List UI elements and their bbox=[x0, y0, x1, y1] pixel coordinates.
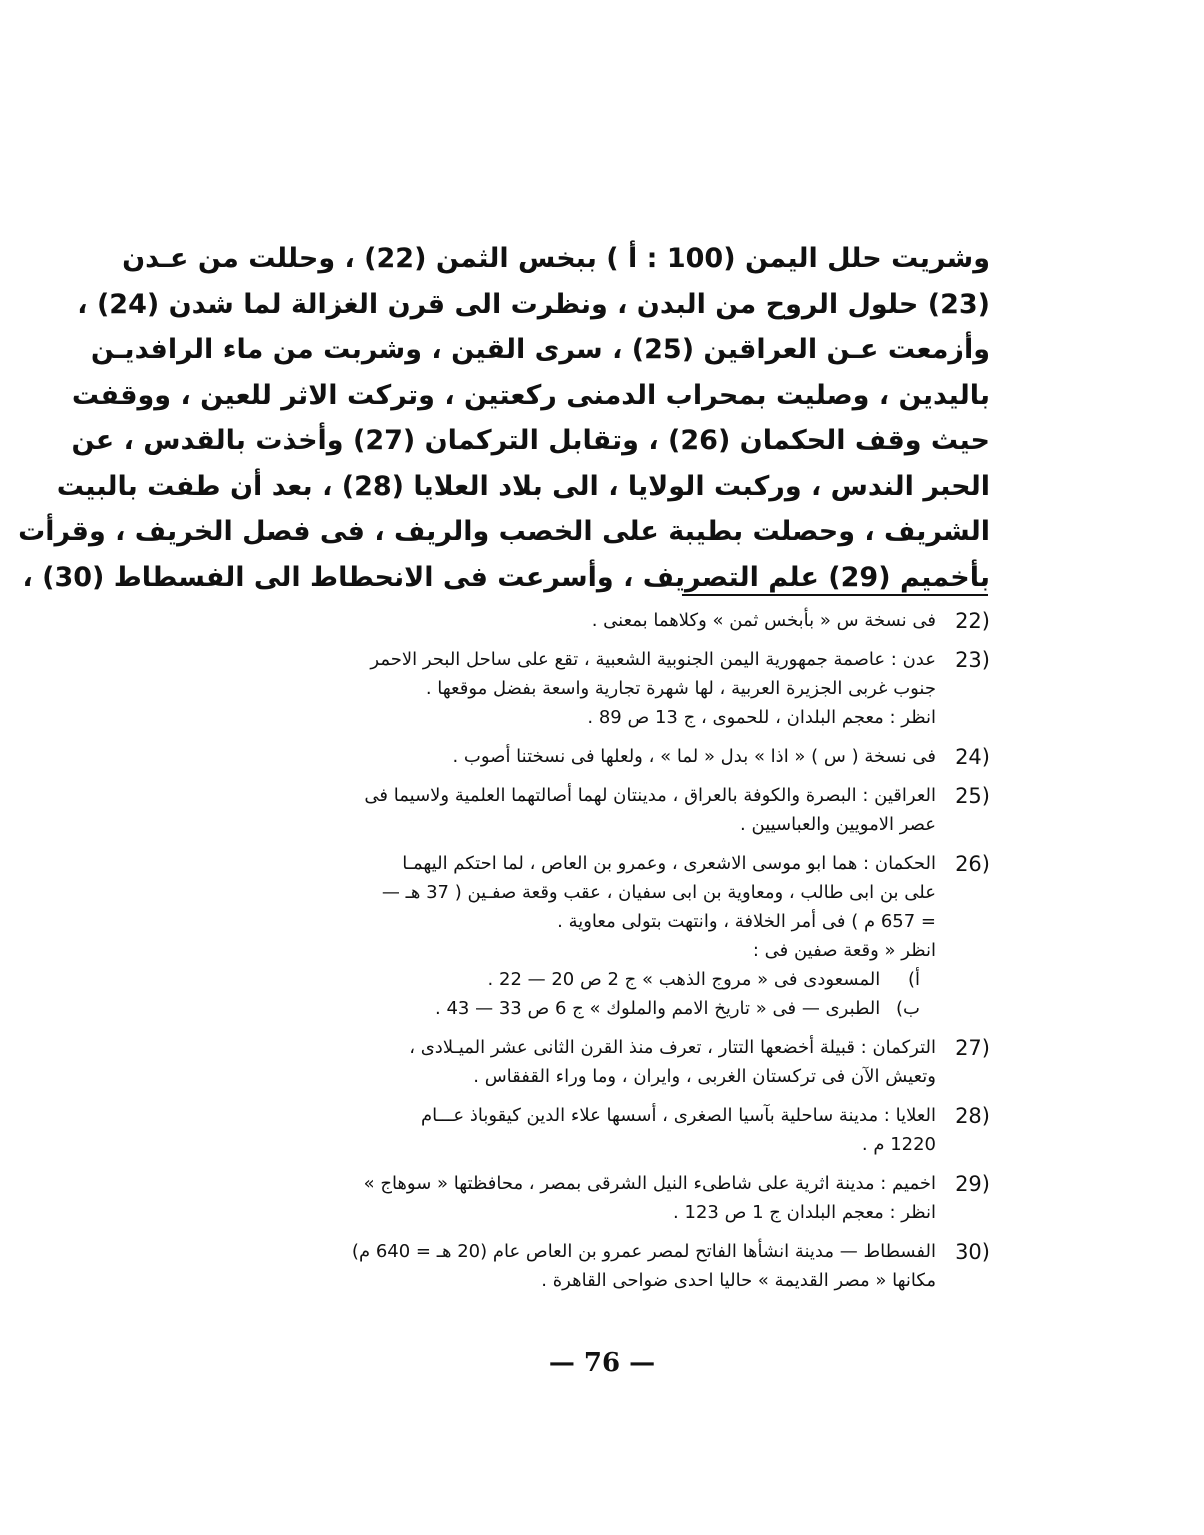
footnote-line: عصر الامويين والعباسيين . bbox=[740, 814, 936, 835]
sub-item-marker: أ) bbox=[907, 969, 920, 990]
footnote-line: العلايا : مدينة ساحلية بآسيا الصغرى ، أسسها علاء الدين كيقوباذ عـــام bbox=[420, 1105, 936, 1126]
footnote-number: (25 bbox=[955, 784, 990, 808]
sub-item-text: المسعودى فى « مروج الذهب » ج 2 ص 20 — 22 . bbox=[487, 969, 881, 990]
main-text-line: بأخميم (29) علم التصريف ، وأسرعت فى الانحطاط الى الفسطاط (30) ، bbox=[22, 561, 990, 593]
footnote-line: انظر : معجم البلدان ، للحموى ، ج 13 ص 89 . bbox=[587, 707, 936, 728]
footnote-sub-item bbox=[236, 965, 936, 994]
main-text-line: وأزمعت عـن العراقين (25) ، سرى القين ، وشربت من ماء الرافديـن bbox=[90, 334, 990, 365]
footnote-line: = 657 م ) فى أمر الخلافة ، وانتهت بتولى معاوية . bbox=[557, 911, 936, 932]
footnote-26 bbox=[236, 849, 992, 1023]
main-text-line: باليدين ، وصليت بمحراب الدمنى ركعتين ، وتركت الاثر للعين ، ووقفت bbox=[71, 379, 990, 411]
footnote-line: الحكمان : هما ابو موسى الاشعرى ، وعمرو بن العاص ، لما احتكم اليهمـا bbox=[402, 853, 936, 874]
main-text-line: الحبر الندس ، وركبت الولايا ، الى بلاد العلايا (28) ، بعد أن طفت بالبيت bbox=[56, 470, 990, 502]
main-text-line: وشريت حلل اليمن (100 : أ ) ببخس الثمن (22) ، وحللت من عـدن bbox=[122, 243, 990, 274]
footnote-line: مكانها « مصر القديمة » حاليا احدى ضواحى القاهرة . bbox=[541, 1270, 936, 1291]
footnote-number: (28 bbox=[955, 1104, 990, 1128]
footnote-number: (30 bbox=[955, 1240, 990, 1264]
footnote-line: اخميم : مدينة اثرية على شاطىء النيل الشرقى بمصر ، محافظتها « سوهاج » bbox=[363, 1173, 936, 1194]
footnote-line: انظر « وقعة صفين فى : bbox=[752, 940, 936, 961]
footnote-number: (24 bbox=[955, 745, 990, 769]
footnote-27 bbox=[236, 1033, 992, 1091]
footnote-30 bbox=[236, 1237, 992, 1295]
footnote-separator bbox=[682, 594, 988, 596]
footnote-line: التركمان : قبيلة أخضعها التتار ، تعرف منذ القرن الثانى عشر الميـلادى ، bbox=[409, 1037, 936, 1058]
footnote-line: العراقين : البصرة والكوفة بالعراق ، مدينتان لهما أصالتهما العلمية ولاسيما فى bbox=[364, 785, 936, 806]
footnote-number: (26 bbox=[955, 852, 990, 876]
footnote-line: فى نسخة ( س ) « اذا » بدل « لما » ، ولعلها فى نسختنا أصوب . bbox=[452, 746, 936, 767]
footnote-line: 1220 م . bbox=[861, 1134, 936, 1155]
footnotes bbox=[236, 606, 992, 1305]
footnote-25 bbox=[236, 781, 992, 839]
footnote-29 bbox=[236, 1169, 992, 1227]
footnote-number: (27 bbox=[955, 1036, 990, 1060]
footnote-24 bbox=[236, 742, 992, 771]
footnote-line: جنوب غربى الجزيرة العربية ، لها شهرة تجارية واسعة بفضل موقعها . bbox=[425, 678, 936, 699]
footnote-number: (23 bbox=[955, 648, 990, 672]
sub-item-text: الطبرى — فى « تاريخ الامم والملوك » ج 6 ص 33 — 43 . bbox=[435, 998, 881, 1019]
main-text-line: الشريف ، وحصلت بطيبة على الخصب والريف ، فى فصل الخريف ، وقرأت bbox=[18, 516, 990, 547]
footnote-23 bbox=[236, 645, 992, 732]
footnote-line: الفسطاط — مدينة انشأها الفاتح لمصر عمرو بن العاص عام (20 هـ = 640 م) bbox=[351, 1241, 936, 1262]
footnote-number: (29 bbox=[955, 1172, 990, 1196]
main-text-line: حيث وقف الحكمان (26) ، وتقابل التركمان (27) وأخذت بالقدس ، عن bbox=[71, 425, 990, 456]
main-text bbox=[18, 236, 990, 600]
footnote-number: (22 bbox=[955, 609, 990, 633]
footnote-line: وتعيش الآن فى تركستان الغربى ، وايران ، وما وراء القفقاس . bbox=[473, 1066, 936, 1087]
sub-item-marker: ب) bbox=[896, 998, 920, 1019]
footnote-line: انظر : معجم البلدان ج 1 ص 123 . bbox=[673, 1202, 936, 1223]
footnote-line: عدن : عاصمة جمهورية اليمن الجنوبية الشعبية ، تقع على ساحل البحر الاحمر bbox=[370, 649, 936, 670]
footnote-28 bbox=[236, 1101, 992, 1159]
footnote-line: على بن ابى طالب ، ومعاوية بن ابى سفيان ، عقب وقعة صفـين ( 37 هـ — bbox=[381, 882, 936, 903]
footnote-22 bbox=[236, 606, 992, 635]
page-number: — 76 — bbox=[548, 1348, 656, 1378]
footnote-sub-item bbox=[236, 994, 936, 1023]
footnote-line: فى نسخة س « بأبخس ثمن » وكلاهما بمعنى . bbox=[591, 610, 936, 631]
main-text-line: (23) حلول الروح من البدن ، ونظرت الى قرن الغزالة لما شدن (24) ، bbox=[77, 288, 990, 320]
